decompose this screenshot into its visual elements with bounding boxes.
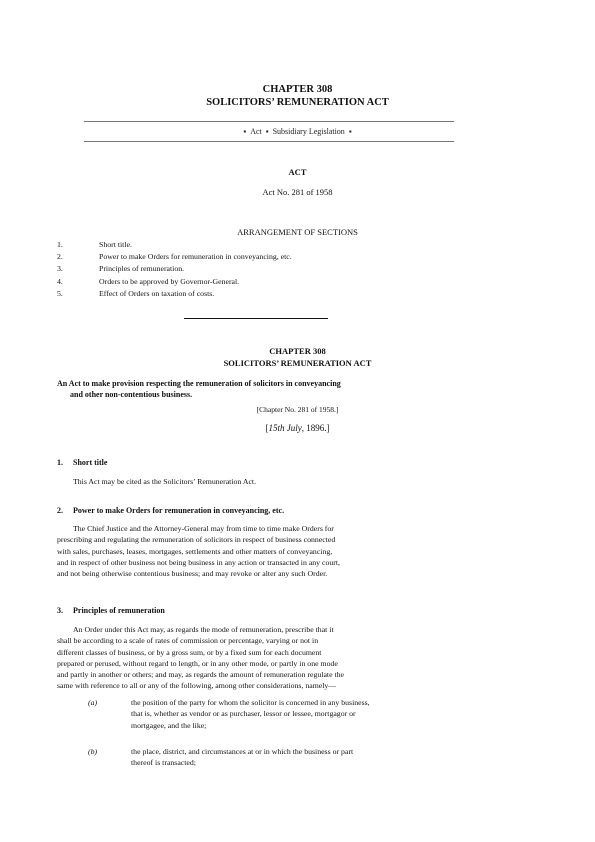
paragraph-line [57,624,455,635]
item-text [131,746,455,769]
chapter-heading: CHAPTER 308 [262,84,333,95]
section-number: 3. [57,606,63,615]
paragraph-line: different classes of business, or by a gross sum, or by a fixed sum for each document [57,647,322,657]
bullet-icon: ▪ [243,127,247,136]
toc-title: Principles of remuneration. [99,264,185,274]
toc-number: 2. [57,252,63,262]
toc-item[interactable] [57,264,477,276]
item-line: mortgagee, and the like; [131,720,207,730]
bottom-divider [84,141,454,142]
section-2-heading [57,506,284,515]
paragraph-item-b [57,746,455,769]
paragraph-item-a [57,697,455,731]
section-separator [184,318,328,319]
arrangement-list [57,240,477,301]
item-line: the position of the party for whom the solicitor is concerned in any business, [131,698,370,707]
section-number: 1. [57,458,63,467]
section-title: Principles of remuneration [73,606,165,615]
long-title-line: An Act to make provision respecting the remuneration of solicitors in conveyancing [57,379,341,388]
section-3-heading [57,606,165,615]
paragraph-line [57,523,455,534]
item-text [131,697,455,731]
commencement-date [0,423,595,433]
toc-item[interactable] [57,252,477,264]
toc-title: Power to make Orders for remuneration in conveyancing, etc. [99,252,292,262]
toc-number: 5. [57,288,63,298]
toc-number: 1. [57,240,63,249]
citation: [Chapter No. 281 of 1958.] [256,405,339,414]
date-bracket: [ [265,423,269,433]
top-divider [84,121,454,122]
long-title-line: and other non-contentious business. [70,390,193,399]
toc-number: 4. [57,276,63,286]
line-text: An Order under this Act may, as regards the mode of remuneration, prescribe that it [73,625,334,634]
nav-links [0,127,595,136]
item-line: thereof is transacted; [131,758,196,768]
section-2-text [57,523,455,579]
paragraph-line: shall be according to a scale of rates of commission or percentage, varying or not in [57,636,319,646]
toc-item[interactable] [57,240,477,252]
paragraph-line: and not being otherwise contentious business; and may revoke or alter any such Order. [57,569,328,579]
arrangement-heading: ARRANGEMENT OF SECTIONS [237,227,358,237]
section-number: 2. [57,506,63,515]
date-rest: , 1896.] [301,423,330,433]
section-title: Short title [73,458,108,467]
act-link[interactable]: Act [250,127,262,136]
long-title [57,378,455,400]
paragraph-text: This Act may be cited as the Solicitors’ Remuneration Act. [73,477,257,486]
toc-item[interactable] [57,277,477,289]
paragraph-line: and partly in another or others; and may, as regards the amount of remuneration regulate the [57,670,345,680]
section-1-text [57,476,455,487]
toc-title: Short title. [99,240,132,249]
bullet-icon: ▪ [265,127,269,136]
toc-title: Effect of Orders on taxation of costs. [99,288,215,298]
paragraph-line: same with reference to all or any of the following, among other considerations, namely— [57,681,337,691]
section-1-heading [57,458,107,467]
body-chapter-heading: CHAPTER 308 [269,346,326,356]
act-number: Act No. 281 of 1958 [262,187,333,197]
line-text: The Chief Justice and the Attorney-General may from time to time make Orders for [73,524,334,533]
toc-title: Orders to be approved by Governor-General. [99,276,240,286]
date-italic: 15th July [268,423,302,433]
paragraph-line: with sales, purchases, leases, mortgages, settlements and other matters of conveyancing, [57,546,333,556]
paragraph-line: prescribing and regulating the remuneration of solicitors in respect of business connected [57,535,336,545]
paragraph-line: and in respect of other business not being business in any action or transacted in any court, [57,557,340,567]
item-label: (a) [88,698,98,707]
item-label: (b) [88,747,98,756]
section-title: Power to make Orders for remuneration in conveyancing, etc. [73,506,285,515]
act-title-heading: SOLICITORS’ REMUNERATION ACT [206,97,389,108]
item-line: that is, whether as vendor or as purchaser, lessor or lessee, mortgagor or [131,709,356,719]
bullet-icon: ▪ [348,127,352,136]
paragraph-line: prepared or perused, without regard to length, or in any other mode, or partly in one mode [57,658,338,668]
act-heading: ACT [288,167,307,177]
body-title-heading: SOLICITORS’ REMUNERATION ACT [223,358,372,368]
subsidiary-legislation-link[interactable]: Subsidiary Legislation [272,127,345,136]
item-line: the place, district, and circumstances at or in which the business or part [131,747,354,756]
toc-number: 3. [57,264,63,274]
section-3-text [57,624,455,692]
toc-item[interactable] [57,289,477,301]
